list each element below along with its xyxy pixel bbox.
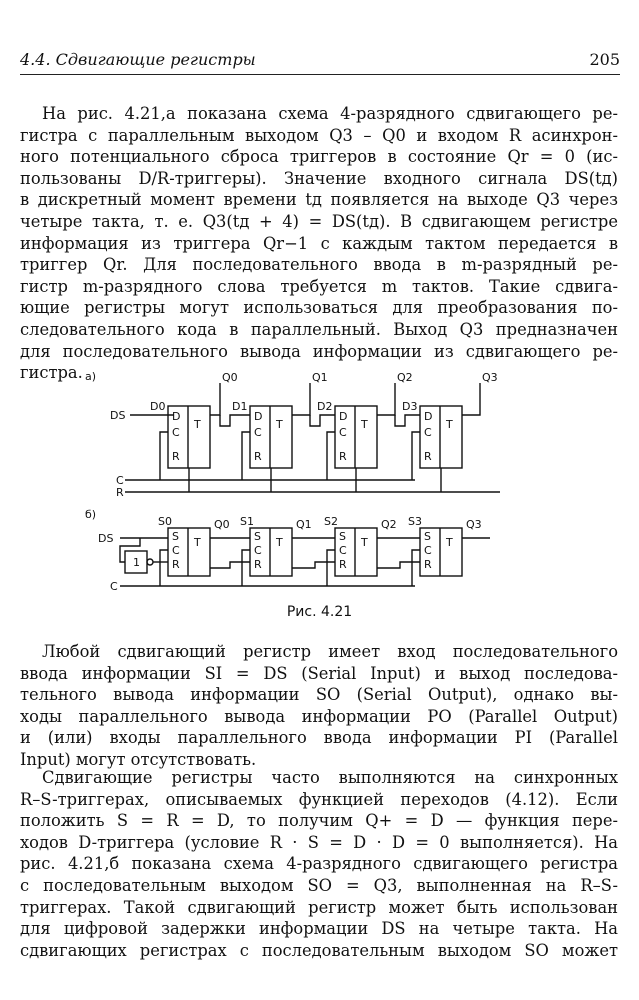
page-number: 205	[589, 50, 620, 69]
ff0-in-label: D0	[150, 400, 166, 413]
ffb0-out-label: Q0	[214, 518, 230, 531]
text-line: ходы параллельного вывода информации PO (Parallel Output)	[20, 706, 618, 726]
clock-label-a: C	[116, 474, 124, 487]
ffb1-t-label: T	[276, 536, 283, 549]
ffb3-out-label: Q3	[466, 518, 482, 531]
inverter-label: 1	[133, 556, 140, 569]
ffb3-in-label: S3	[408, 515, 422, 528]
ff3-t-label: T	[446, 418, 453, 431]
ffb2-in-label: S2	[324, 515, 338, 528]
ffb0-c-label: C	[172, 544, 180, 557]
text-line: положить S = R = D, то получим Q+ = D — функция пере-	[20, 811, 618, 831]
text-line: для последовательного вывода информации из сдвигающего ре-	[20, 341, 618, 361]
ffb3-t-label: T	[446, 536, 453, 549]
text-line: На рис. 4.21,а показана схема 4-разрядного сдвигающего ре-	[42, 104, 618, 123]
ff3-c-label: C	[424, 426, 432, 439]
figure-caption: Рис. 4.21	[286, 604, 353, 620]
text-line: триггерах. Такой сдвигающий регистр может быть использован	[20, 897, 618, 917]
text-line: Сдвигающие регистры часто выполняются на синхронных	[42, 768, 618, 787]
text-line: четыре такта, т. е. Q3(tд + 4) = DS(tд). В сдвигающем регистре	[20, 211, 618, 231]
text-line: ходов D-триггера (условие R · S = D · D = 0 выполняется). На	[20, 832, 618, 852]
text-line: пользованы D/R-триггеры). Значение входного сигнала DS(tд)	[20, 168, 618, 188]
text-line: ющие регистры могут использоваться для преобразования по-	[20, 298, 618, 318]
subfig-b-label: б)	[85, 508, 97, 521]
text-line: Input) могут отсутствовать.	[20, 749, 257, 769]
ff2-out-label: Q2	[397, 371, 413, 384]
ff0-d-label: D	[172, 410, 181, 423]
text-line: с последовательным выходом SO = Q3, выполненная на R–S-	[20, 875, 618, 895]
text-line: гистра.	[20, 363, 83, 383]
ffb0-r-label: R	[172, 558, 180, 571]
text-line: сдвигающих регистрах с последовательным выходом SO может	[20, 940, 618, 960]
ds-input-label-b: DS	[98, 532, 114, 545]
paragraph-1	[20, 103, 618, 384]
paragraph-3	[20, 767, 618, 961]
ff0-r-label: R	[172, 450, 180, 463]
circuit-diagram	[80, 368, 500, 608]
text-line: ного потенциального сброса триггеров в состояние Qr = 0 (ис-	[20, 147, 618, 167]
ff2-in-label: D2	[317, 400, 333, 413]
ff1-r-label: R	[254, 450, 262, 463]
text-line: Любой сдвигающий регистр имеет вход последовательного	[42, 642, 618, 661]
ff1-in-label: D1	[232, 400, 248, 413]
running-header	[20, 48, 620, 75]
text-line: R–S-триггерах, описываемых функцией переходов (4.12). Если	[20, 789, 618, 809]
ffb2-c-label: C	[339, 544, 347, 557]
section-title: 4.4. Сдвигающие регистры	[20, 50, 256, 69]
text-line: гистр m-разрядного слова требуется m тактов. Такие сдвига-	[20, 276, 618, 296]
ffb1-c-label: C	[254, 544, 262, 557]
subfig-a-label: а)	[85, 370, 97, 383]
text-line: ввода информации SI = DS (Serial Input) и выход последова-	[20, 663, 618, 683]
text-line: тельного вывода информации SO (Serial Output), однако вы-	[20, 685, 618, 705]
reset-label-a: R	[116, 486, 124, 499]
ff0-t-label: T	[194, 418, 201, 431]
ffb3-s-label: S	[424, 530, 431, 543]
text-line: в дискретный момент времени tд появляется на выходе Q3 через	[20, 190, 618, 210]
ff1-t-label: T	[276, 418, 283, 431]
clock-label-b: C	[110, 580, 118, 593]
ffb0-t-label: T	[194, 536, 201, 549]
ff2-t-label: T	[361, 418, 368, 431]
text-line: и (или) входы параллельного ввода информации PI (Parallel	[20, 728, 618, 748]
ff1-c-label: C	[254, 426, 262, 439]
ff0-c-label: C	[172, 426, 180, 439]
ff3-d-label: D	[424, 410, 433, 423]
ffb2-out-label: Q2	[381, 518, 397, 531]
ffb2-r-label: R	[339, 558, 347, 571]
ffb2-s-label: S	[339, 530, 346, 543]
ffb1-s-label: S	[254, 530, 261, 543]
ff3-out-label: Q3	[482, 371, 498, 384]
ff2-c-label: C	[339, 426, 347, 439]
text-line: информация из триггера Qr−1 с каждым тактом передается в	[20, 233, 618, 253]
ff2-d-label: D	[339, 410, 348, 423]
ffb0-s-label: S	[172, 530, 179, 543]
figure-4-21	[80, 368, 500, 608]
text-line: следовательного кода в параллельный. Выход Q3 предназначен	[20, 319, 618, 339]
ffb3-r-label: R	[424, 558, 432, 571]
ff3-r-label: R	[424, 450, 432, 463]
ff1-out-label: Q1	[312, 371, 328, 384]
ffb3-c-label: C	[424, 544, 432, 557]
text-line: триггер Qr. Для последовательного ввода в m-разрядный ре-	[20, 255, 618, 275]
ff0-out-label: Q0	[222, 371, 238, 384]
text-line: рис. 4.21,б показана схема 4-разрядного сдвигающего регистра	[20, 854, 618, 874]
ffb1-r-label: R	[254, 558, 262, 571]
text-line: гистра с параллельным выходом Q3 – Q0 и входом R асинхрон-	[20, 125, 618, 145]
text-line: для цифровой задержки информации DS на четыре такта. На	[20, 919, 618, 939]
ffb1-in-label: S1	[240, 515, 254, 528]
ff3-in-label: D3	[402, 400, 418, 413]
paragraph-2	[20, 641, 618, 771]
ds-input-label-a: DS	[110, 409, 126, 422]
ffb2-t-label: T	[361, 536, 368, 549]
ffb0-in-label: S0	[158, 515, 172, 528]
ffb1-out-label: Q1	[296, 518, 312, 531]
ff1-d-label: D	[254, 410, 263, 423]
ff2-r-label: R	[339, 450, 347, 463]
